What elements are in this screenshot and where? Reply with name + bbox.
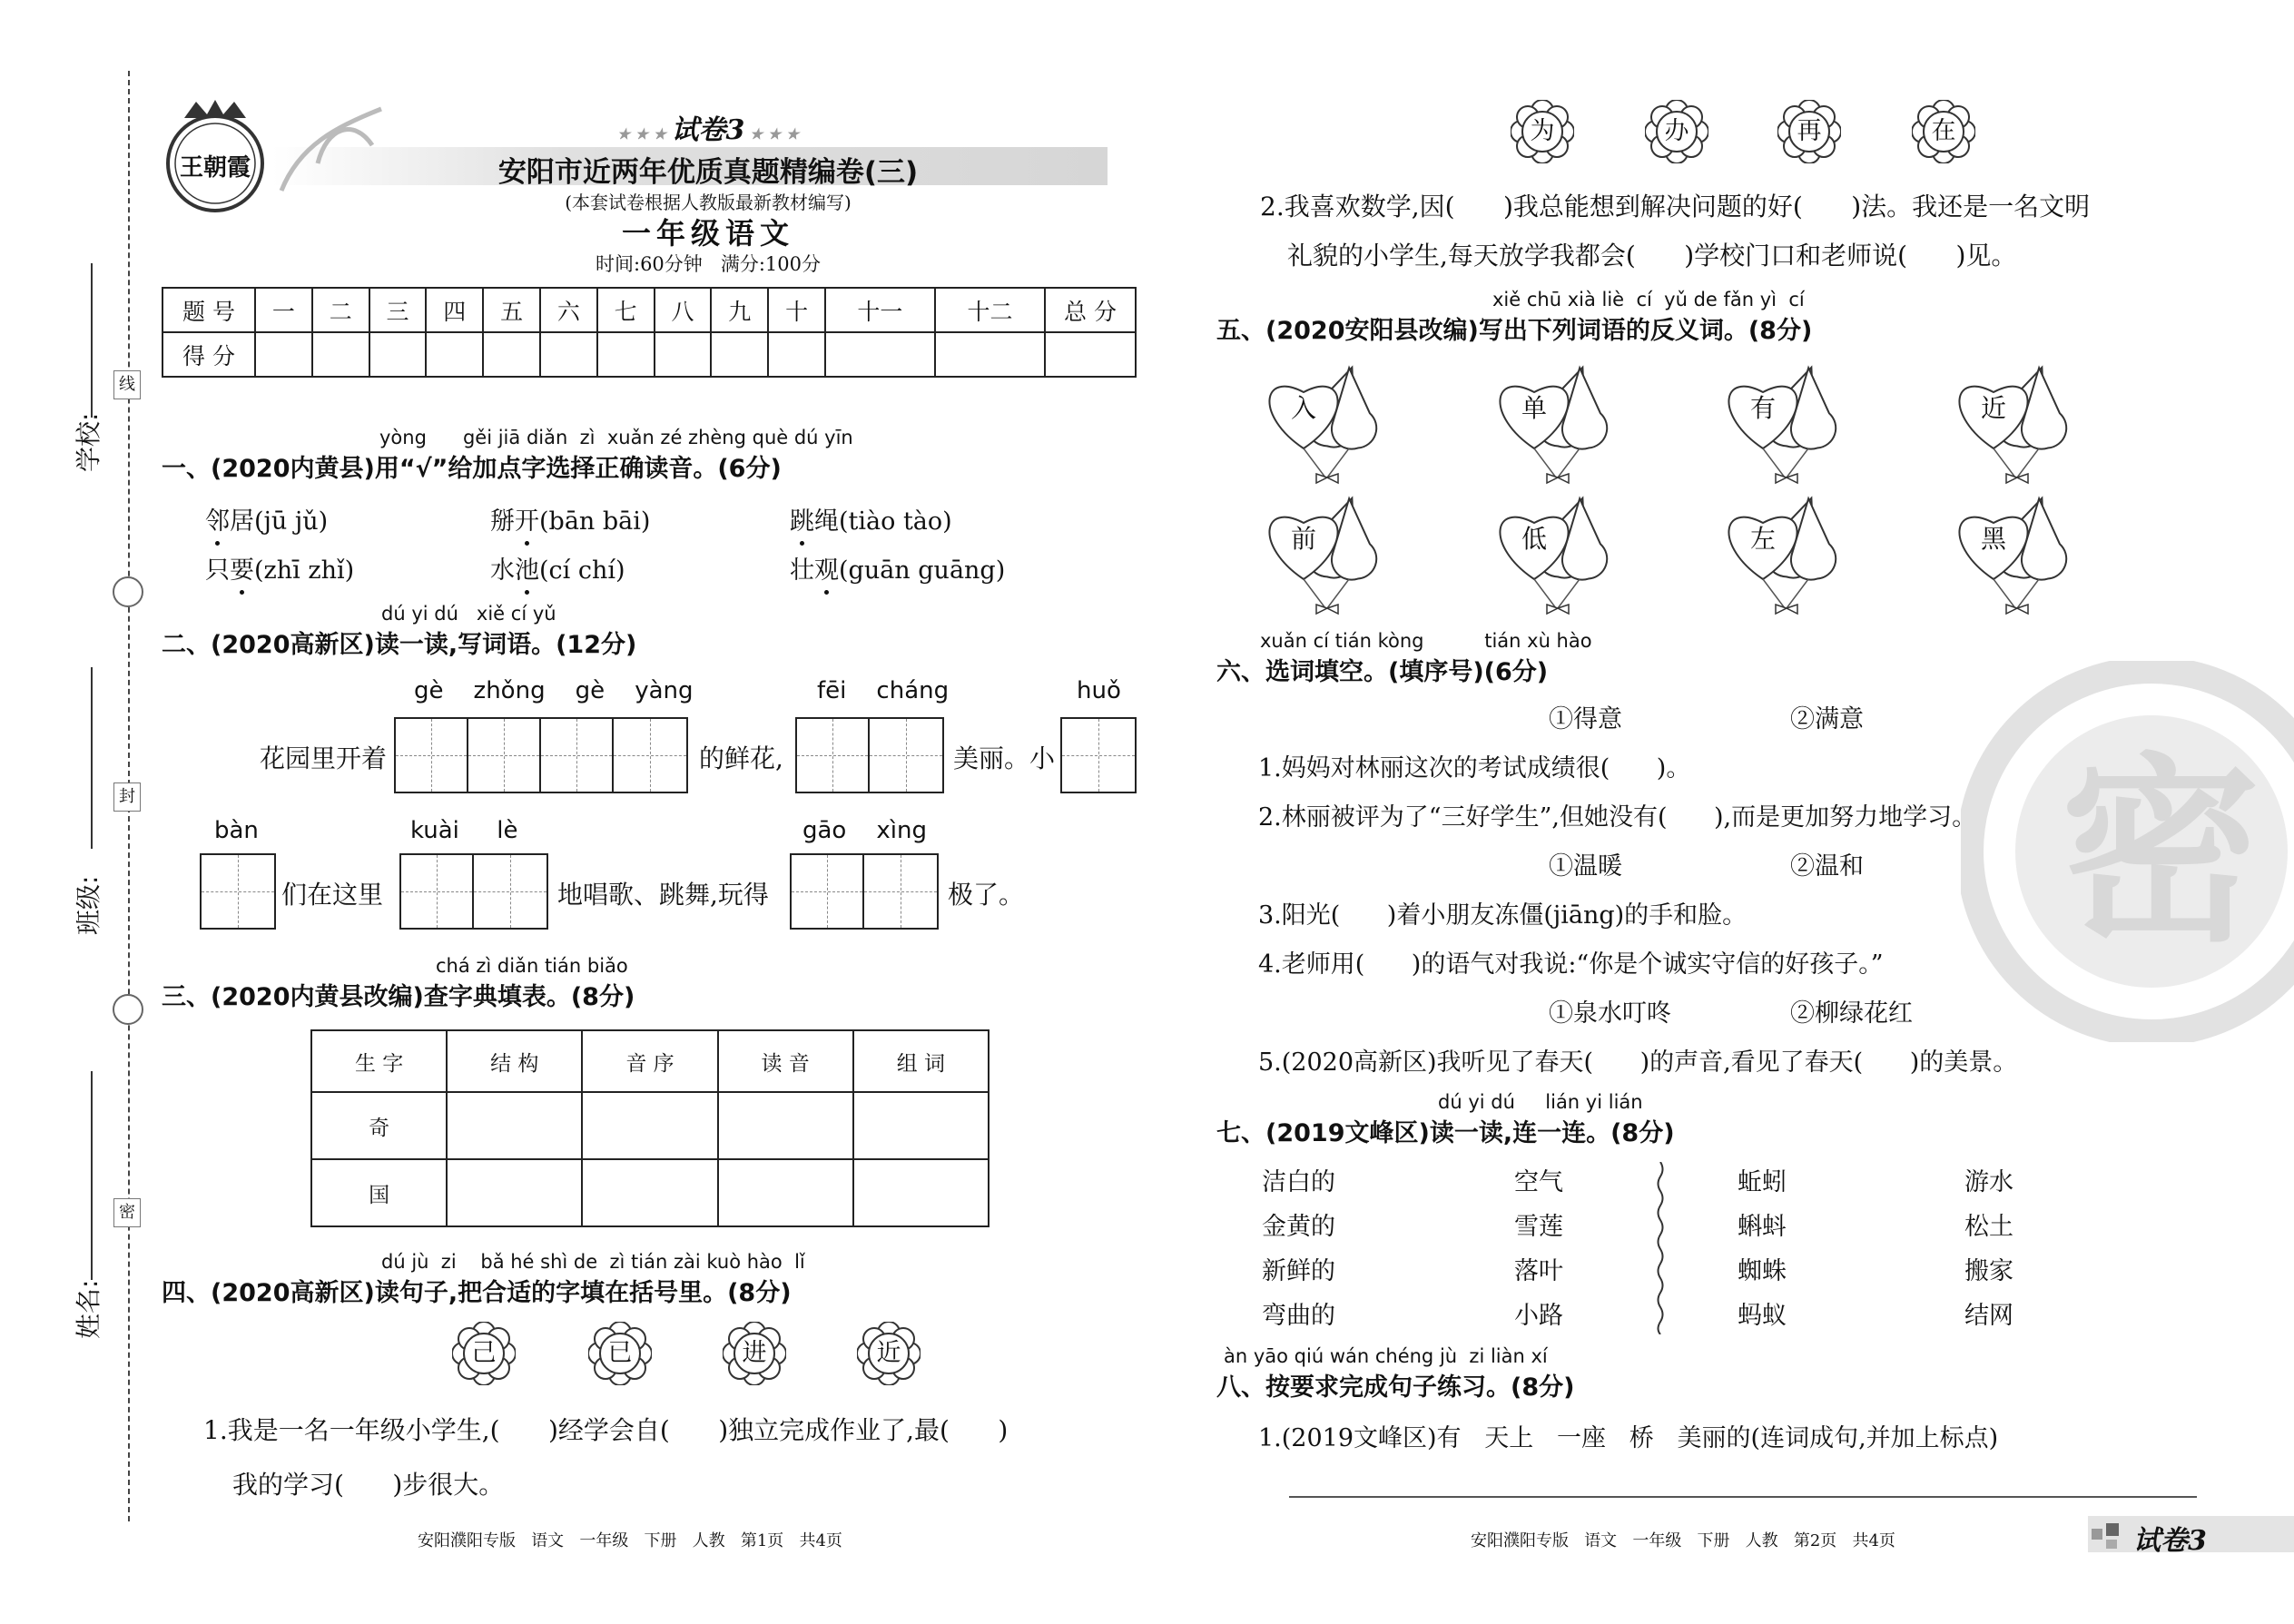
- writing-cell[interactable]: [396, 719, 468, 792]
- match-item[interactable]: 洁白的: [1262, 1168, 1335, 1196]
- table-char-cell: 奇: [311, 1092, 447, 1159]
- footer-tag-decor: [2106, 1523, 2119, 1536]
- q4-pinyin: dú jù zi bǎ hé shì de zì tián zài kuò hào lǐ: [381, 1251, 805, 1273]
- q1-item: 跳绳(tiào tào): [790, 501, 952, 536]
- school-label: 学校:: [74, 412, 103, 472]
- paper-time-info: 时间:60分钟 满分:100分: [596, 253, 821, 275]
- flower-char: 近: [857, 1322, 921, 1385]
- score-header-cell: 六: [540, 288, 597, 332]
- q6-option: ②满意: [1790, 705, 1864, 733]
- q5-title: 五、(2020安阳县改编)写出下列词语的反义词。(8分): [1216, 317, 1813, 345]
- score-header-cell: 八: [655, 288, 712, 332]
- footer-right: 安阳濮阳专版 语文 一年级 下册 人教 第2页 共4页: [1471, 1531, 1895, 1550]
- q4-title: 四、(2020高新区)读句子,把合适的字填在括号里。(8分): [162, 1279, 792, 1307]
- match-column: [1514, 1160, 1563, 1338]
- answer-cell[interactable]: [853, 1159, 989, 1226]
- answer-cell[interactable]: [853, 1092, 989, 1159]
- footer-tag-decor: [2092, 1529, 2102, 1540]
- match-item[interactable]: 结网: [1964, 1302, 2013, 1330]
- match-column: [1964, 1160, 2013, 1338]
- table-header-row: [311, 1030, 989, 1092]
- writing-cell[interactable]: [468, 719, 541, 792]
- series-label: ★ ★ ★ 试卷3 ★ ★ ★: [616, 114, 800, 146]
- writing-cell[interactable]: [864, 855, 937, 928]
- answer-cell[interactable]: [718, 1092, 853, 1159]
- flower-char: 办: [1645, 100, 1708, 163]
- balloon-word: 近: [1943, 361, 2097, 488]
- q6-sentence: 5.(2020高新区)我听见了春天( )的声音,看见了春天( )的美景。: [1258, 1048, 2018, 1077]
- binding-line-mark: 线: [113, 370, 141, 399]
- match-item[interactable]: 弯曲的: [1262, 1302, 1335, 1330]
- q2-pinyin-e: kuài lè: [410, 817, 518, 844]
- q2-title: 二、(2020高新区)读一读,写词语。(12分): [162, 631, 637, 659]
- writing-cell[interactable]: [870, 719, 942, 792]
- q1-pinyin: yòng gěi jiā diǎn zì xuǎn zé zhèng què dú yīn: [379, 427, 853, 448]
- balloon-word: 入: [1253, 361, 1407, 488]
- match-item[interactable]: 松土: [1964, 1213, 2013, 1241]
- flower-char: 再: [1777, 100, 1841, 163]
- score-cell[interactable]: [935, 332, 1045, 377]
- score-header-cell: 四: [426, 288, 483, 332]
- q2-pinyin-a: gè zhǒng gè yàng: [414, 677, 694, 704]
- flower-char: 进: [723, 1322, 786, 1385]
- paper-title: 安阳市近两年优质真题精编卷(三): [497, 156, 919, 189]
- score-cell[interactable]: [483, 332, 540, 377]
- table-header-cell: 结 构: [447, 1030, 582, 1092]
- paper-note: (本套试卷根据人教版最新教材编写): [565, 192, 852, 213]
- brand-logo: [162, 98, 269, 216]
- match-item[interactable]: 蜘蛛: [1738, 1257, 1787, 1285]
- q6-sentence: 2.林丽被评为了“三好学生”,但她没有( ),而是更加努力地学习。: [1258, 803, 1977, 832]
- q2-text: 们在这里: [281, 880, 384, 910]
- footer-tag-decor: [2106, 1540, 2117, 1549]
- score-row-label: 得 分: [162, 332, 255, 377]
- balloon-word: 单: [1483, 361, 1638, 488]
- writing-grid[interactable]: [399, 853, 548, 930]
- binding-seal-mark: 封: [113, 782, 141, 812]
- writing-cell[interactable]: [541, 719, 614, 792]
- watermark-seal-text: 密: [2061, 733, 2261, 969]
- table-header-cell: 读 音: [718, 1030, 853, 1092]
- writing-cell[interactable]: [797, 719, 870, 792]
- q6-sentence: 3.阳光( )着小朋友冻僵(jiāng)的手和脸。: [1258, 901, 1748, 930]
- binding-ornament-icon: [113, 994, 143, 1025]
- q1-item: 壮观(guān guāng): [790, 550, 1005, 586]
- writing-cell[interactable]: [614, 719, 686, 792]
- q6-option: ②温和: [1790, 852, 1864, 881]
- q4-sentence: 礼貌的小学生,每天放学我都会( )学校门口和老师说( )见。: [1287, 241, 2017, 271]
- dotted-char: 跳: [790, 501, 814, 536]
- class-label: 班级:: [74, 875, 103, 935]
- balloon-word: 低: [1483, 492, 1638, 619]
- paper-subject: 一年级语文: [621, 216, 794, 251]
- match-item[interactable]: 新鲜的: [1262, 1257, 1335, 1285]
- dotted-char: 邻: [205, 501, 230, 536]
- score-header-cell: 十: [768, 288, 825, 332]
- watermark-seal-icon: [1961, 661, 2294, 1046]
- table-char-cell: 国: [311, 1159, 447, 1226]
- score-header-cell: 十一: [825, 288, 935, 332]
- q2-text: 花园里开着: [260, 743, 388, 773]
- score-header-cell: 十二: [935, 288, 1045, 332]
- writing-grid[interactable]: [1060, 717, 1137, 793]
- header-ribbon-icon: [263, 91, 390, 221]
- score-table: [162, 287, 1137, 378]
- score-cell[interactable]: [825, 332, 935, 377]
- q7-pinyin: dú yi dú lián yi lián: [1438, 1091, 1643, 1113]
- footer-tag: 试卷3: [2133, 1525, 2207, 1557]
- q3-title: 三、(2020内黄县改编)查字典填表。(8分): [162, 983, 635, 1011]
- score-cell[interactable]: [540, 332, 597, 377]
- balloon-word: 有: [1712, 361, 1866, 488]
- balloon-word: 左: [1712, 492, 1866, 619]
- match-item[interactable]: 游水: [1964, 1168, 2013, 1196]
- table-header-cell: 生 字: [311, 1030, 447, 1092]
- table-header-cell: 音 序: [582, 1030, 717, 1092]
- writing-cell[interactable]: [401, 855, 474, 928]
- q6-option: ①温暖: [1549, 852, 1622, 881]
- q2-pinyin-b: fēi cháng: [817, 677, 950, 704]
- q6-title: 六、选词填空。(填序号)(6分): [1216, 658, 1549, 686]
- q1-item: 只要(zhī zhǐ): [205, 550, 354, 586]
- match-divider: [1654, 1162, 1667, 1338]
- score-header-cell: 七: [597, 288, 655, 332]
- flower-char: 已: [588, 1322, 652, 1385]
- match-item[interactable]: 蚯蚓: [1738, 1168, 1787, 1196]
- dotted-char: 池: [515, 550, 539, 586]
- answer-cell[interactable]: [582, 1092, 717, 1159]
- match-item[interactable]: 蝌蚪: [1738, 1213, 1787, 1241]
- q2-text: 美丽。小: [953, 743, 1056, 773]
- score-header-cell: 题 号: [162, 288, 255, 332]
- match-item[interactable]: 搬家: [1964, 1257, 2013, 1285]
- name-label: 姓名:: [74, 1279, 103, 1339]
- q1-item: 掰开(bān bāi): [490, 501, 650, 536]
- table-row: [311, 1092, 989, 1159]
- answer-cell[interactable]: [447, 1092, 582, 1159]
- name-field[interactable]: [91, 1071, 93, 1280]
- dotted-char: 要: [230, 550, 254, 586]
- writing-cell[interactable]: [202, 855, 274, 928]
- school-field[interactable]: [91, 263, 93, 418]
- match-item[interactable]: 落叶: [1514, 1257, 1563, 1285]
- score-header-cell: 二: [312, 288, 369, 332]
- q2-text: 地唱歌、跳舞,玩得: [557, 880, 769, 910]
- q8-pinyin: àn yāo qiú wán chéng jù zi liàn xí: [1224, 1345, 1548, 1367]
- q2-pinyin-d: bàn: [214, 817, 259, 844]
- answer-cell[interactable]: [718, 1159, 853, 1226]
- q2-pinyin-f: gāo xìng: [802, 817, 927, 844]
- score-cell[interactable]: [597, 332, 655, 377]
- score-cell[interactable]: [655, 332, 712, 377]
- score-cell[interactable]: [711, 332, 768, 377]
- flower-char: 己: [452, 1322, 516, 1385]
- match-item[interactable]: 金黄的: [1262, 1213, 1335, 1241]
- q2-pinyin: dú yi dú xiě cí yǔ: [381, 603, 556, 625]
- q6-sentence: 4.老师用( )的语气对我说:“你是个诚实守信的好孩子。”: [1258, 950, 1884, 979]
- match-item[interactable]: 雪莲: [1514, 1213, 1563, 1241]
- q4-sentence: 1.我是一名一年级小学生,( )经学会自( )独立完成作业了,最( ): [203, 1415, 1009, 1445]
- score-table-header-row: [162, 288, 1136, 332]
- q1-item: 邻居(jū jǔ): [205, 501, 328, 536]
- score-cell[interactable]: [1045, 332, 1136, 377]
- q6-option: ①得意: [1549, 705, 1622, 733]
- balloon-word: 前: [1253, 492, 1407, 619]
- flower-char: 为: [1511, 100, 1574, 163]
- score-cell[interactable]: [312, 332, 369, 377]
- q6-sentence: 1.妈妈对林丽这次的考试成绩很( )。: [1258, 754, 1691, 782]
- q7-title: 七、(2019文峰区)读一读,连一连。(8分): [1216, 1119, 1675, 1147]
- q6-option: ①泉水叮咚: [1549, 999, 1671, 1028]
- q3-pinyin: chá zì diǎn tián biǎo: [436, 955, 628, 977]
- writing-cell[interactable]: [474, 855, 546, 928]
- match-item[interactable]: 空气: [1514, 1168, 1563, 1196]
- score-header-cell: 五: [483, 288, 540, 332]
- q1-item: 水池(cí chí): [490, 550, 625, 586]
- match-item[interactable]: 蚂蚁: [1738, 1302, 1787, 1330]
- table-row: [311, 1159, 989, 1226]
- brand-logo-text: 王朝霞: [179, 154, 251, 182]
- q6-option: ②柳绿花红: [1790, 999, 1913, 1028]
- writing-grid[interactable]: [795, 717, 944, 793]
- q4-sentence: 2.我喜欢数学,因( )我总能想到解决问题的好( )法。我还是一名文明: [1260, 192, 2091, 221]
- writing-cell[interactable]: [792, 855, 864, 928]
- binding-secret-mark: 密: [113, 1198, 141, 1227]
- score-header-cell: 一: [255, 288, 312, 332]
- binding-ornament-icon: [113, 576, 143, 607]
- score-cell[interactable]: [369, 332, 427, 377]
- footer-left: 安阳濮阳专版 语文 一年级 下册 人教 第1页 共4页: [418, 1531, 842, 1550]
- balloon-word: 黑: [1943, 492, 2097, 619]
- q2-text: 极了。: [948, 880, 1025, 910]
- q4-sentence: 我的学习( )步很大。: [232, 1470, 505, 1500]
- score-header-cell: 九: [711, 288, 768, 332]
- q5-pinyin: xiě chū xià liè cí yǔ de fǎn yì cí: [1492, 289, 1805, 310]
- answer-cell[interactable]: [582, 1159, 717, 1226]
- q6-pinyin: xuǎn cí tián kòng tián xù hào: [1260, 630, 1592, 652]
- score-header-cell: 三: [369, 288, 427, 332]
- score-cell[interactable]: [255, 332, 312, 377]
- q2-text: 的鲜花,: [699, 743, 783, 773]
- writing-grid[interactable]: [394, 717, 688, 793]
- score-cell[interactable]: [426, 332, 483, 377]
- q8-sentence: 1.(2019文峰区)有 天上 一座 桥 美丽的(连词成句,并加上标点): [1258, 1424, 1999, 1452]
- score-cell[interactable]: [768, 332, 825, 377]
- dictionary-table: [310, 1029, 989, 1227]
- dotted-char: 观: [814, 550, 839, 586]
- dotted-char: 开: [515, 501, 539, 536]
- writing-grid[interactable]: [200, 853, 276, 930]
- table-header-cell: 组 词: [853, 1030, 989, 1092]
- writing-grid[interactable]: [790, 853, 939, 930]
- score-header-cell: 总 分: [1045, 288, 1136, 332]
- writing-cell[interactable]: [1062, 719, 1135, 792]
- q1-title: 一、(2020内黄县)用“√”给加点字选择正确读音。(6分): [162, 455, 782, 483]
- answer-line[interactable]: [1289, 1496, 2197, 1498]
- flower-char: 在: [1912, 100, 1975, 163]
- match-column: [1262, 1160, 1335, 1338]
- class-field[interactable]: [91, 667, 93, 849]
- q2-pinyin-c: huǒ: [1077, 677, 1121, 704]
- match-column: [1738, 1160, 1787, 1338]
- answer-cell[interactable]: [447, 1159, 582, 1226]
- q8-title: 八、按要求完成句子练习。(8分): [1216, 1373, 1575, 1402]
- score-table-score-row: [162, 332, 1136, 377]
- match-item[interactable]: 小路: [1514, 1302, 1563, 1330]
